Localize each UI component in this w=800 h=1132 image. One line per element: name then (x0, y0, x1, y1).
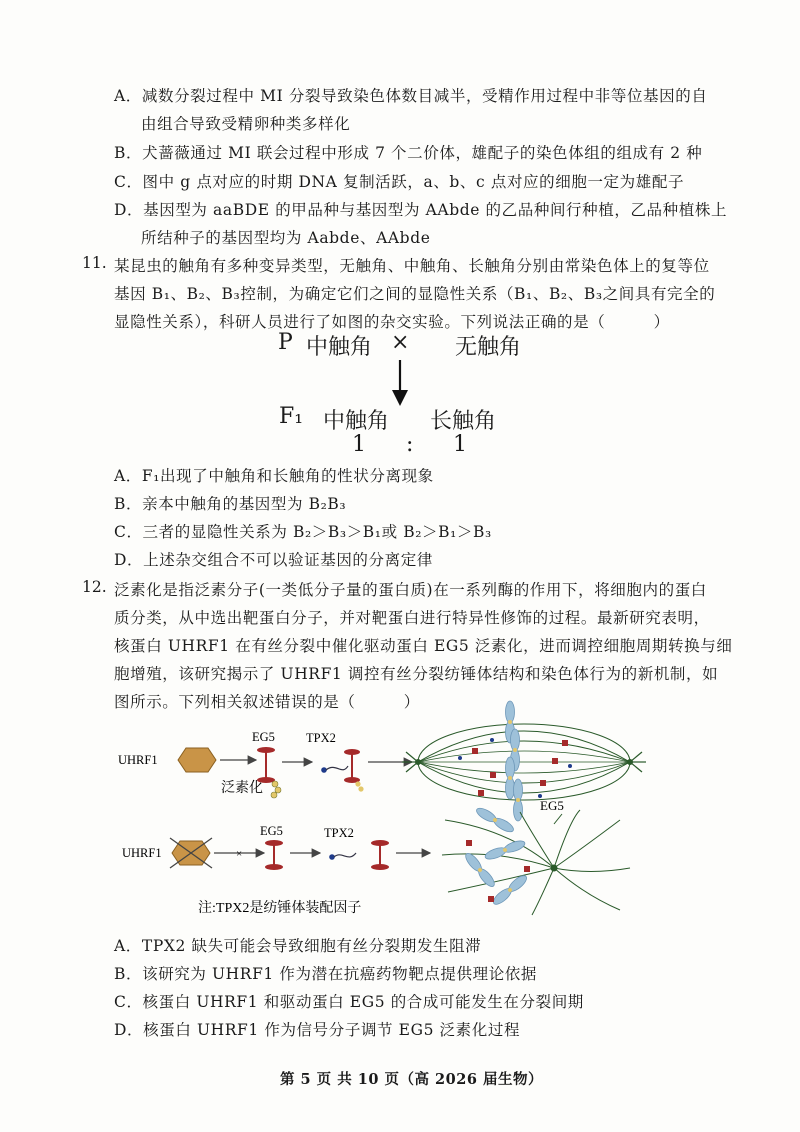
q11-option-a: A．F₁出现了中触角和长触角的性状分离现象 (114, 467, 434, 485)
q10-option-a-line2: 由组合导致受精卵种类多样化 (141, 115, 351, 133)
cross-sign: × (391, 330, 410, 355)
q12-number: 12. (82, 578, 107, 596)
q10-option-a-line1: A．减数分裂过程中 MI 分裂导致染色体数目减半，受精作用过程中非等位基因的自 (114, 87, 708, 105)
abnormal-monopolar-spindle (442, 806, 630, 915)
ubiquitin-icon (271, 781, 281, 798)
q11-option-b: B．亲本中触角的基因型为 B₂B₃ (114, 495, 347, 513)
eg5-label-cell: EG5 (540, 798, 564, 813)
tpx2-label-top: TPX2 (306, 731, 336, 745)
q12-stem-line5: 图所示。下列相关叙述错误的是（ ） (114, 693, 420, 711)
ratio-value-1: 1 (352, 432, 366, 457)
q10-option-b: B．犬蔷薇通过 MI 联会过程中形成 7 个二价体，雄配子的染色体组的组成有 2 种 (114, 144, 703, 162)
q12-stem-line3: 核蛋白 UHRF1 在有丝分裂中催化驱动蛋白 EG5 泛素化，进而调控细胞周期转换与细 (114, 637, 733, 655)
ratio-value-2: 1 (453, 432, 467, 457)
q12-stem-line4: 胞增殖，该研究揭示了 UHRF1 调控有丝分裂纺锤体结构和染色体行为的新机制，如 (114, 665, 719, 683)
eg5-motor-protein-bottom (265, 840, 283, 870)
uhrf1-label-top: UHRF1 (118, 753, 158, 767)
uhrf1-label-bottom: UHRF1 (122, 846, 162, 860)
f1-generation-label: F₁ (279, 404, 304, 429)
f1-middle-antenna: 中触角 (323, 409, 390, 434)
q11-option-c: C．三者的显隐性关系为 B₂＞B₃＞B₁或 B₂＞B₁＞B₃ (114, 523, 492, 541)
q10-option-d-line2: 所结种子的基因型均为 Aabde、AAbde (141, 229, 431, 247)
q12-option-d: D．核蛋白 UHRF1 作为信号分子调节 EG5 泛素化过程 (114, 1021, 521, 1039)
cross-down-arrow (388, 360, 412, 408)
eg5-pointer-line (554, 814, 562, 824)
eg5-label-bottom: EG5 (260, 824, 283, 838)
uhrf1-protein-top (178, 748, 216, 772)
normal-bipolar-spindle (402, 701, 646, 821)
figure-note: 注:TPX2是纺锤体装配因子 (198, 901, 362, 916)
q11-option-d: D．上述杂交组合不可以验证基因的分离定律 (114, 551, 433, 569)
ubiquitination-label: 泛素化 (221, 781, 263, 796)
q12-stem-line2: 质分类，从中选出靶蛋白分子，并对靶蛋白进行特异性修饰的过程。最新研究表明， (114, 609, 710, 627)
uhrf1-eg5-mechanism-figure (100, 700, 690, 925)
page-footer: 第 5 页 共 10 页（高 2026 届生物） (280, 1071, 543, 1088)
q11-stem-line3: 显隐性关系），科研人员进行了如图的杂交实验。下列说法正确的是（ ） (114, 313, 670, 331)
tpx2-binding-complex-top (321, 749, 363, 792)
q10-option-c: C．图中 g 点对应的时期 DNA 复制活跃，a、b、c 点对应的细胞一定为雄配子 (114, 173, 685, 191)
eg5-label-top: EG5 (252, 730, 275, 744)
f1-long-antenna: 长触角 (430, 409, 497, 434)
q11-stem-line2: 基因 B₁、B₂、B₃控制，为确定它们之间的显隐性关系（B₁、B₂、B₃之间具有完全的 (114, 285, 716, 303)
ratio-separator: : (406, 432, 414, 457)
eg5-motor-protein-top (257, 747, 275, 783)
blocked-mark: × (236, 848, 243, 860)
parent-no-antenna: 无触角 (455, 335, 522, 360)
q11-number: 11. (82, 254, 107, 272)
tpx2-label-bottom: TPX2 (324, 826, 354, 840)
parent-middle-antenna: 中触角 (306, 335, 373, 360)
q11-stem-line1: 某昆虫的触角有多种变异类型，无触角、中触角、长触角分别由常染色体上的复等位 (114, 257, 710, 275)
q12-stem-line1: 泛素化是指泛素分子(一类低分子量的蛋白质)在一系列酶的作用下，将细胞内的蛋白 (114, 581, 707, 599)
tpx2-free-bottom (329, 840, 389, 870)
q12-option-b: B．该研究为 UHRF1 作为潜在抗癌药物靶点提供理论依据 (114, 965, 538, 983)
q12-option-a: A．TPX2 缺失可能会导致细胞有丝分裂期发生阻滞 (114, 937, 482, 955)
q12-option-c: C．核蛋白 UHRF1 和驱动蛋白 EG5 的合成可能发生在分裂间期 (114, 993, 584, 1011)
parent-generation-label: P (278, 330, 293, 355)
q10-option-d-line1: D．基因型为 aaBDE 的甲品种与基因型为 AAbde 的乙品种间行种植，乙品种植株上 (114, 201, 728, 219)
